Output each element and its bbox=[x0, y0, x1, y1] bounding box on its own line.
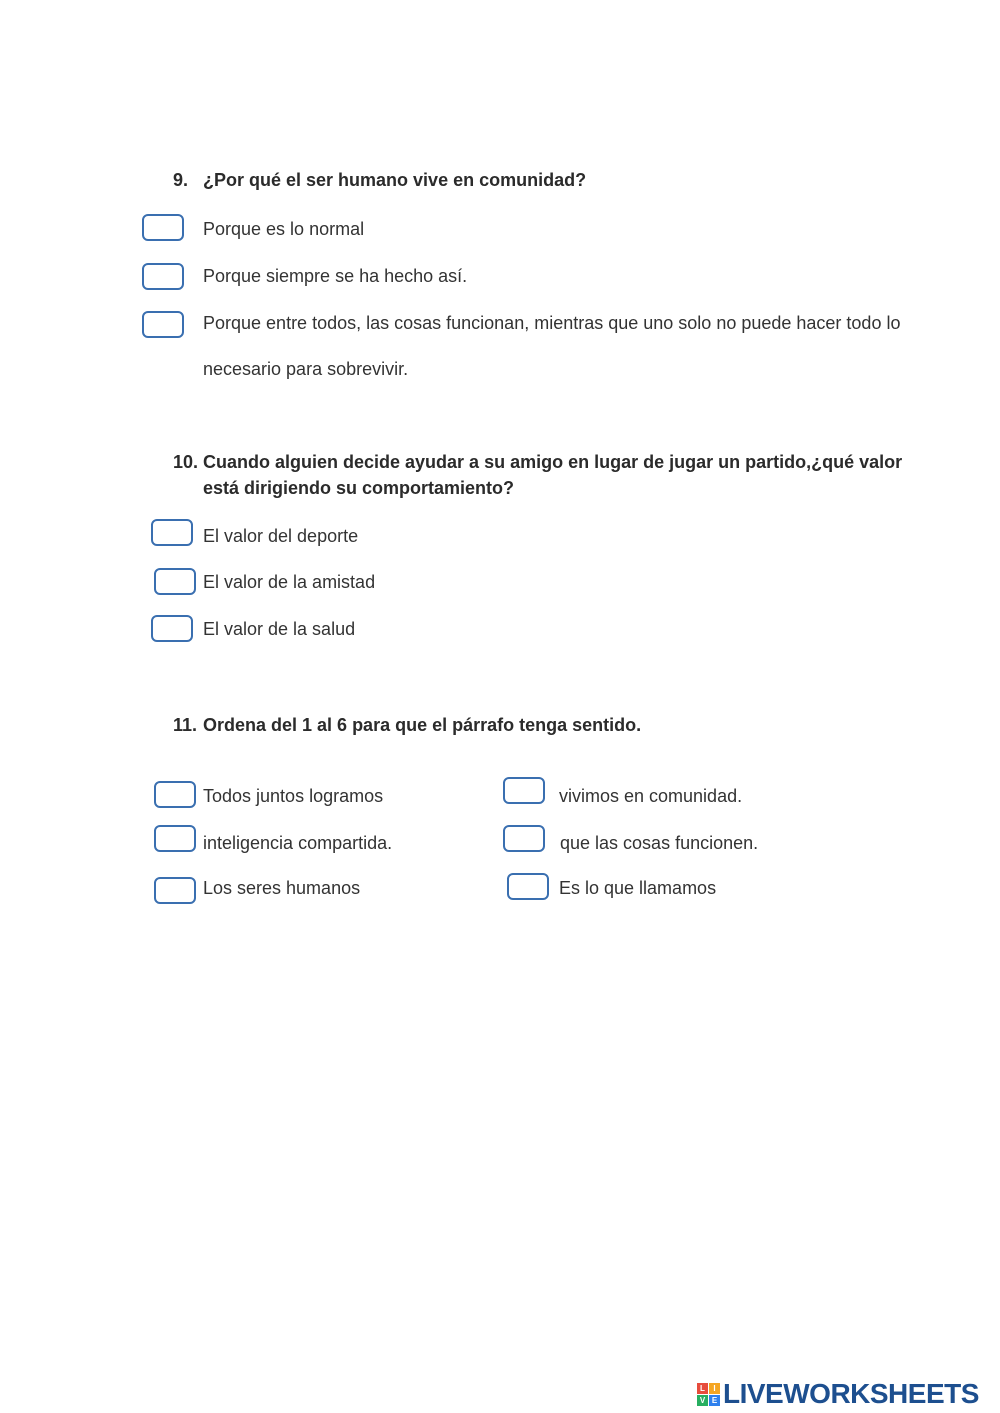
answer-checkbox-10c[interactable] bbox=[151, 615, 193, 642]
option-10a-label: El valor del deporte bbox=[203, 526, 359, 546]
logo-letter-i: I bbox=[709, 1383, 720, 1394]
logo-letter-v: V bbox=[697, 1395, 708, 1406]
option-9a-label: Porque es lo normal bbox=[203, 219, 365, 239]
order-input-right-1[interactable] bbox=[503, 777, 545, 804]
answer-checkbox-9a[interactable] bbox=[142, 214, 184, 241]
question-9-text: ¿Por qué el ser humano vive en comunidad? bbox=[203, 170, 587, 190]
question-10-text-line2: está dirigiendo su comportamiento? bbox=[203, 478, 515, 498]
answer-checkbox-10a[interactable] bbox=[151, 519, 193, 546]
question-11-number: 11. bbox=[173, 715, 198, 735]
option-9c-label: Porque entre todos, las cosas funcionan, mientras que uno solo no puede hacer todo lo bbox=[203, 313, 901, 333]
order-item-right-3: Es lo que llamamos bbox=[559, 878, 717, 898]
order-input-left-2[interactable] bbox=[154, 825, 196, 852]
order-input-left-3[interactable] bbox=[154, 877, 196, 904]
logo-letter-e: E bbox=[709, 1395, 720, 1406]
question-10-number: 10. bbox=[173, 452, 199, 472]
answer-checkbox-10b[interactable] bbox=[154, 568, 196, 595]
option-9b-label: Porque siempre se ha hecho así. bbox=[203, 266, 468, 286]
liveworksheets-icon bbox=[697, 1383, 720, 1406]
order-input-right-3[interactable] bbox=[507, 873, 549, 900]
order-item-left-3: Los seres humanos bbox=[203, 878, 361, 898]
question-10-text-line1: Cuando alguien decide ayudar a su amigo en lugar de jugar un partido,¿qué valor bbox=[203, 452, 903, 472]
answer-checkbox-9b[interactable] bbox=[142, 263, 184, 290]
question-9-number: 9. bbox=[173, 170, 189, 190]
question-11-text: Ordena del 1 al 6 para que el párrafo tenga sentido. bbox=[203, 715, 642, 735]
order-item-left-1: Todos juntos logramos bbox=[203, 786, 384, 806]
option-10c-label: El valor de la salud bbox=[203, 619, 356, 639]
answer-checkbox-9c[interactable] bbox=[142, 311, 184, 338]
order-input-right-2[interactable] bbox=[503, 825, 545, 852]
order-item-right-1: vivimos en comunidad. bbox=[559, 786, 743, 806]
logo-letter-l: L bbox=[697, 1383, 708, 1394]
option-9c-label-continued: necesario para sobrevivir. bbox=[203, 359, 409, 379]
order-item-right-2: que las cosas funcionen. bbox=[560, 833, 759, 853]
order-input-left-1[interactable] bbox=[154, 781, 196, 808]
option-10b-label: El valor de la amistad bbox=[203, 572, 376, 592]
liveworksheets-logo bbox=[697, 1376, 979, 1412]
order-item-left-2: inteligencia compartida. bbox=[203, 833, 393, 853]
brand-name: LIVEWORKSHEETS bbox=[723, 1378, 979, 1409]
